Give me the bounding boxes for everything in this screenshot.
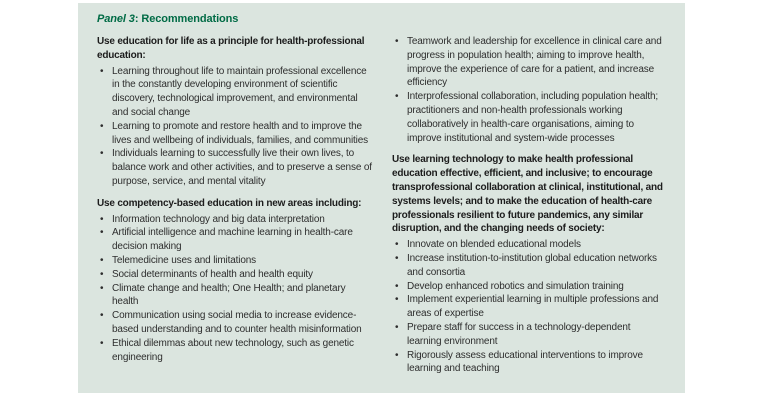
bullet-list — [97, 213, 372, 365]
bullet-item — [97, 120, 372, 148]
recommendations-panel — [78, 3, 685, 393]
bullet-text: Artificial intelligence and machine learning in health-care decision making — [112, 227, 353, 253]
bullet-icon: • — [100, 148, 104, 160]
bullet-item — [392, 35, 667, 90]
panel-header — [97, 13, 668, 25]
bullet-item — [97, 65, 372, 120]
bullet-item — [392, 349, 667, 377]
bullet-text: Learning to promote and restore health and to improve the lives and wellbeing of individuals, families, and communities — [112, 120, 368, 146]
bullet-text: Interprofessional collaboration, including population health; practitioners and non-health professionals working collaboratively in health-care organisations, aiming to improve institutional and system-wide processes — [407, 91, 659, 144]
panel-column-1 — [97, 35, 372, 376]
bullet-list — [392, 35, 667, 145]
bullet-item — [97, 213, 372, 227]
bullet-text: Ethical dilemmas about new technology, such as genetic engineering — [112, 337, 354, 363]
panel-columns — [97, 35, 668, 376]
bullet-item — [97, 268, 372, 282]
bullet-icon: • — [395, 252, 399, 264]
bullet-text: Climate change and health; One Health; and planetary health — [112, 282, 346, 308]
bullet-text: Increase institution-to-institution global education networks and consortia — [407, 252, 657, 278]
bullet-text: Teamwork and leadership for excellence in clinical care and progress in population health; aiming to improve health, improve the experience of care for a patient, and increase efficiency — [407, 36, 662, 89]
bullet-icon: • — [100, 254, 104, 266]
bullet-text: Prepare staff for success in a technology-dependent learning environment — [407, 321, 631, 347]
panel-title: Recommendations — [141, 13, 239, 25]
bullet-icon: • — [100, 310, 104, 322]
bullet-icon: • — [395, 239, 399, 251]
bullet-icon: • — [100, 65, 104, 77]
bullet-text: Communication using social media to increase evidence-based understanding and to counter health misinformation — [112, 310, 362, 335]
bullet-text: Innovate on blended educational models — [407, 239, 581, 251]
bullet-icon: • — [100, 227, 104, 239]
bullet-item — [392, 293, 667, 321]
bullet-item — [97, 282, 372, 310]
bullet-icon: • — [395, 280, 399, 292]
bullet-icon: • — [100, 120, 104, 132]
bullet-item — [392, 90, 667, 145]
bullet-list — [392, 238, 667, 376]
bullet-text: Social determinants of health and health equity — [112, 268, 313, 280]
panel-column-2 — [392, 35, 667, 376]
bullet-icon: • — [100, 268, 104, 280]
bullet-text: Implement experiential learning in multiple professions and areas of expertise — [407, 294, 659, 320]
section-heading: Use learning technology to make health professional education effective, efficient, and inclusive; to encourage transprofessional collaboration at clinical, institutional, and systems levels; and to make the education of health-care professionals resilient to future pandemics, any similar disruption, and the changing needs of society: — [392, 154, 663, 235]
bullet-list — [97, 65, 372, 189]
bullet-item — [392, 321, 667, 349]
bullet-item — [392, 238, 667, 252]
bullet-icon: • — [100, 213, 104, 225]
bullet-text: Rigorously assess educational interventions to improve learning and teaching — [407, 349, 643, 375]
bullet-item — [97, 226, 372, 254]
bullet-text: Individuals learning to successfully live their own lives, to balance work and other activities, and to preserve a sense of purpose, service, and mental vitality — [112, 148, 372, 187]
bullet-icon: • — [395, 294, 399, 306]
bullet-icon: • — [100, 282, 104, 294]
section-heading: Use competency-based education in new areas including: — [97, 197, 362, 209]
bullet-item — [97, 254, 372, 268]
bullet-icon: • — [395, 349, 399, 361]
panel-title-separator: : — [134, 13, 139, 25]
bullet-text: Information technology and big data interpretation — [112, 213, 325, 225]
bullet-text: Learning throughout life to maintain professional excellence in the constantly developing environment of scientific discovery, technological improvement, and environmental and social change — [112, 65, 367, 118]
section-heading: Use education for life as a principle for health-professional education: — [97, 36, 365, 61]
bullet-icon: • — [395, 321, 399, 333]
bullet-item — [392, 252, 667, 280]
bullet-text: Develop enhanced robotics and simulation training — [407, 280, 624, 292]
bullet-icon: • — [395, 91, 399, 103]
bullet-item — [97, 337, 372, 365]
panel-label: Panel 3 — [97, 13, 135, 25]
bullet-text: Telemedicine uses and limitations — [112, 254, 257, 266]
bullet-item — [97, 309, 372, 337]
bullet-item — [392, 280, 667, 294]
bullet-item — [97, 147, 372, 188]
bullet-icon: • — [100, 337, 104, 349]
bullet-icon: • — [395, 36, 399, 47]
